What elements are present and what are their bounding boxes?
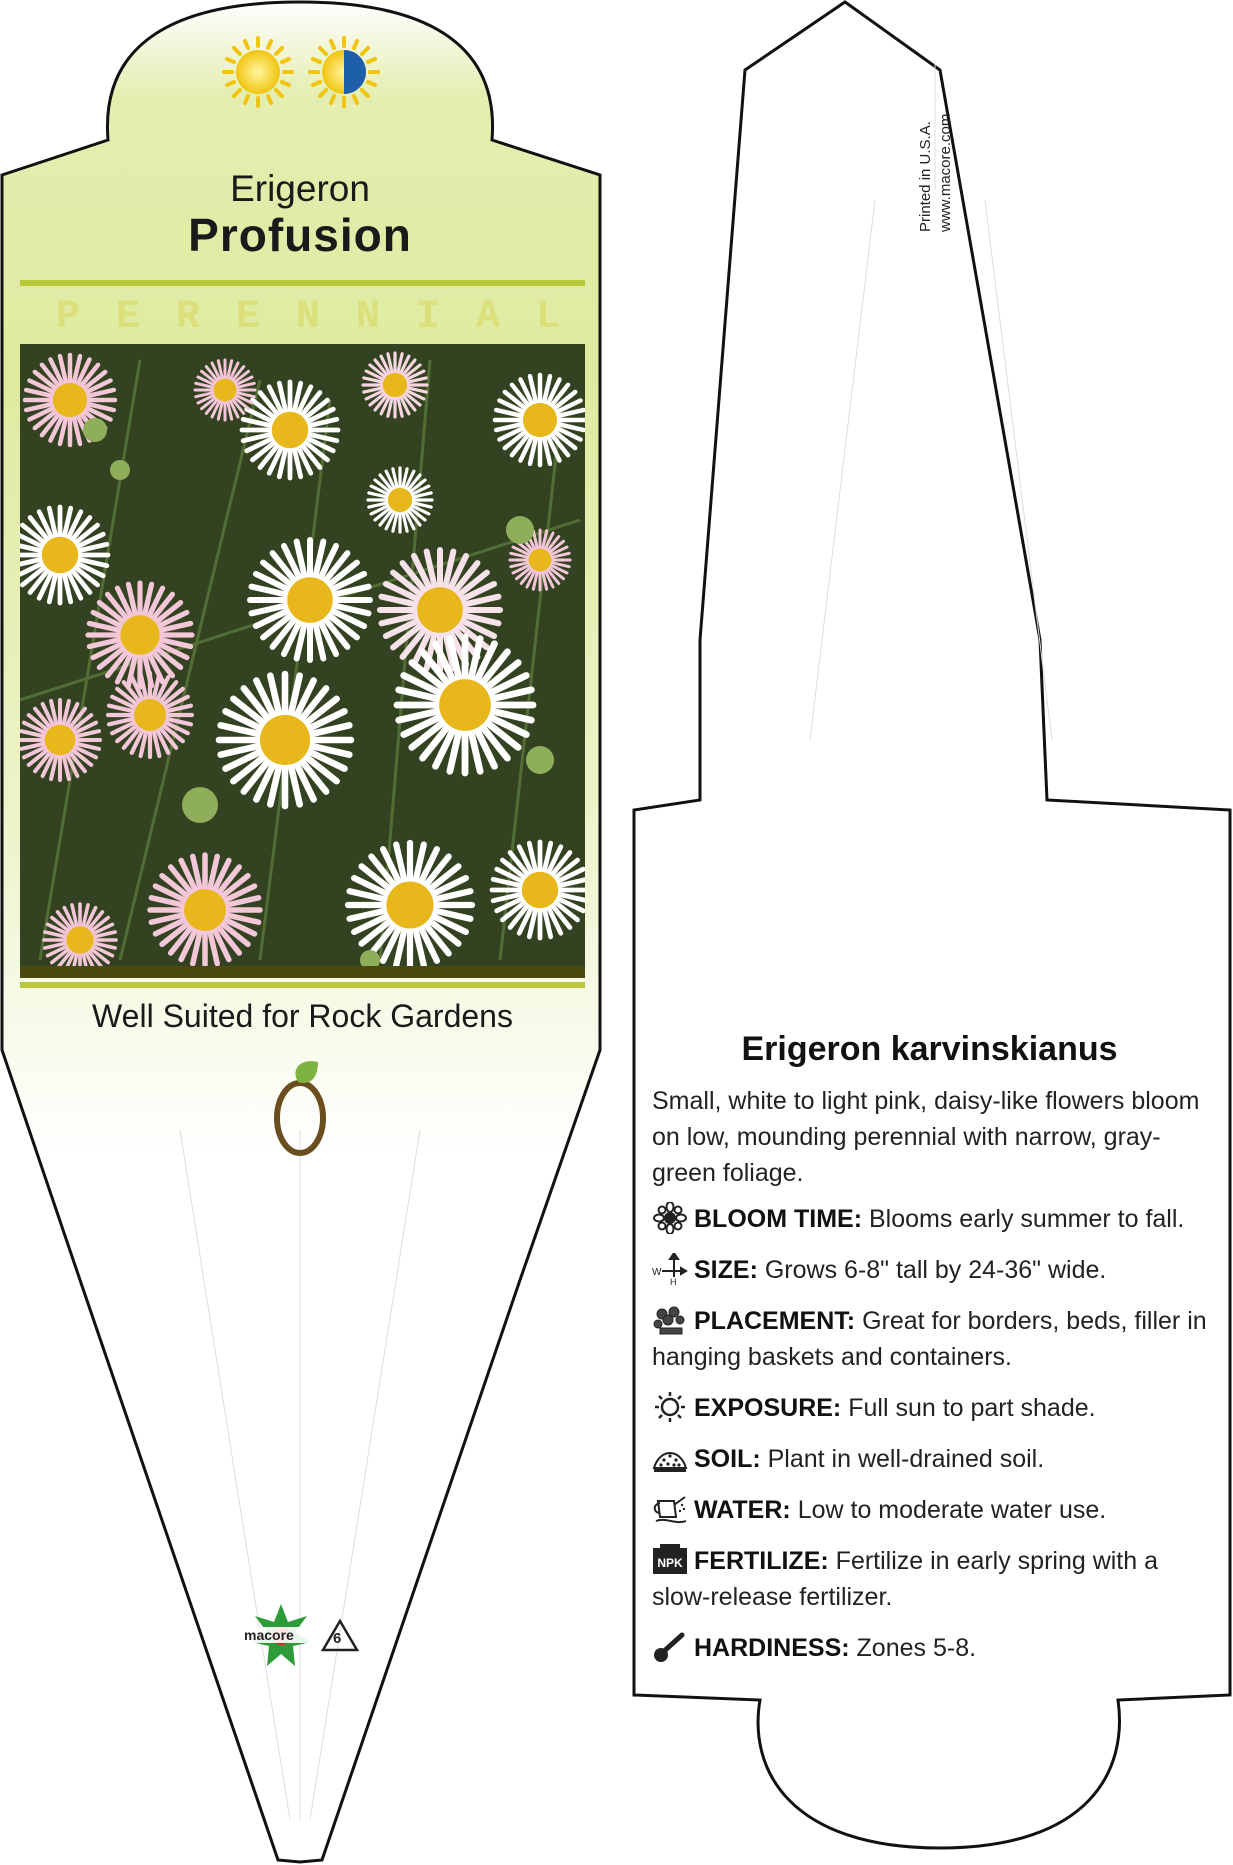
- detail-label: WATER:: [694, 1496, 791, 1524]
- detail-label: SOIL:: [694, 1445, 761, 1473]
- thermometer-icon: [652, 1631, 688, 1663]
- tagline: Well Suited for Rock Gardens: [92, 998, 513, 1034]
- soil-icon: [652, 1442, 688, 1474]
- detail-exposure: [652, 1390, 1207, 1426]
- detail-label: SIZE:: [694, 1256, 758, 1284]
- botanical-name: Erigeron karvinskianus: [741, 1030, 1118, 1068]
- detail-label: HARDINESS:: [694, 1634, 850, 1662]
- website-label: www.macore.com: [937, 113, 954, 232]
- detail-text: Low to moderate water use.: [797, 1496, 1107, 1524]
- detail-text: Plant in well-drained soil.: [767, 1445, 1045, 1473]
- detail-text: Blooms early summer to fall.: [868, 1205, 1185, 1233]
- flower-bud: [182, 787, 218, 823]
- detail-hardiness: [652, 1630, 1207, 1666]
- detail-bloom-time: [652, 1201, 1207, 1237]
- sun-icon: [652, 1391, 688, 1423]
- variety-name: Profusion: [188, 209, 412, 261]
- common-name: Erigeron: [230, 168, 370, 209]
- flower-icon: [652, 1202, 688, 1234]
- brand-name: macore: [244, 1627, 294, 1643]
- detail-water: [652, 1492, 1207, 1528]
- watering-can-icon: [652, 1493, 688, 1525]
- category-label: PERENNIAL: [56, 295, 597, 340]
- detail-text: Zones 5-8.: [856, 1634, 977, 1662]
- detail-text: Grows 6-8" tall by 24-36" wide.: [764, 1256, 1107, 1284]
- detail-placement: [652, 1303, 1207, 1375]
- flower-bud: [506, 516, 534, 544]
- flower-photo: [12, 344, 588, 976]
- size-icon-h: H: [670, 1277, 677, 1285]
- plant-description: Small, white to light pink, daisy-like flowers bloom on low, mounding perennial with narrow, gray-green foliage.: [652, 1087, 1200, 1187]
- npk-label: NPK: [657, 1556, 683, 1570]
- detail-fertilize: [652, 1543, 1207, 1615]
- detail-label: EXPOSURE:: [694, 1394, 842, 1422]
- detail-label: FERTILIZE:: [694, 1547, 829, 1575]
- detail-text: Fertilize in early spring with a slow-release fertilizer.: [652, 1547, 1159, 1611]
- detail-label: PLACEMENT:: [694, 1307, 856, 1335]
- detail-size: [652, 1252, 1207, 1288]
- npk-icon: [652, 1544, 688, 1576]
- plant-info: [652, 1030, 1207, 1681]
- printed-in-label: Printed in U.S.A.: [917, 121, 934, 232]
- size-icon-w: W: [652, 1267, 662, 1278]
- detail-label: BLOOM TIME:: [694, 1205, 863, 1233]
- detail-text: Great for borders, beds, filler in hanging baskets and containers.: [652, 1307, 1207, 1371]
- size-icon: [652, 1253, 688, 1285]
- flower-bud: [83, 418, 107, 442]
- placement-icon: [652, 1304, 688, 1336]
- recycle-code: 6: [333, 1630, 342, 1647]
- flower-bud: [110, 460, 130, 480]
- detail-text: Full sun to part shade.: [848, 1394, 1096, 1422]
- detail-soil: [652, 1441, 1207, 1477]
- flower-bud: [526, 746, 554, 774]
